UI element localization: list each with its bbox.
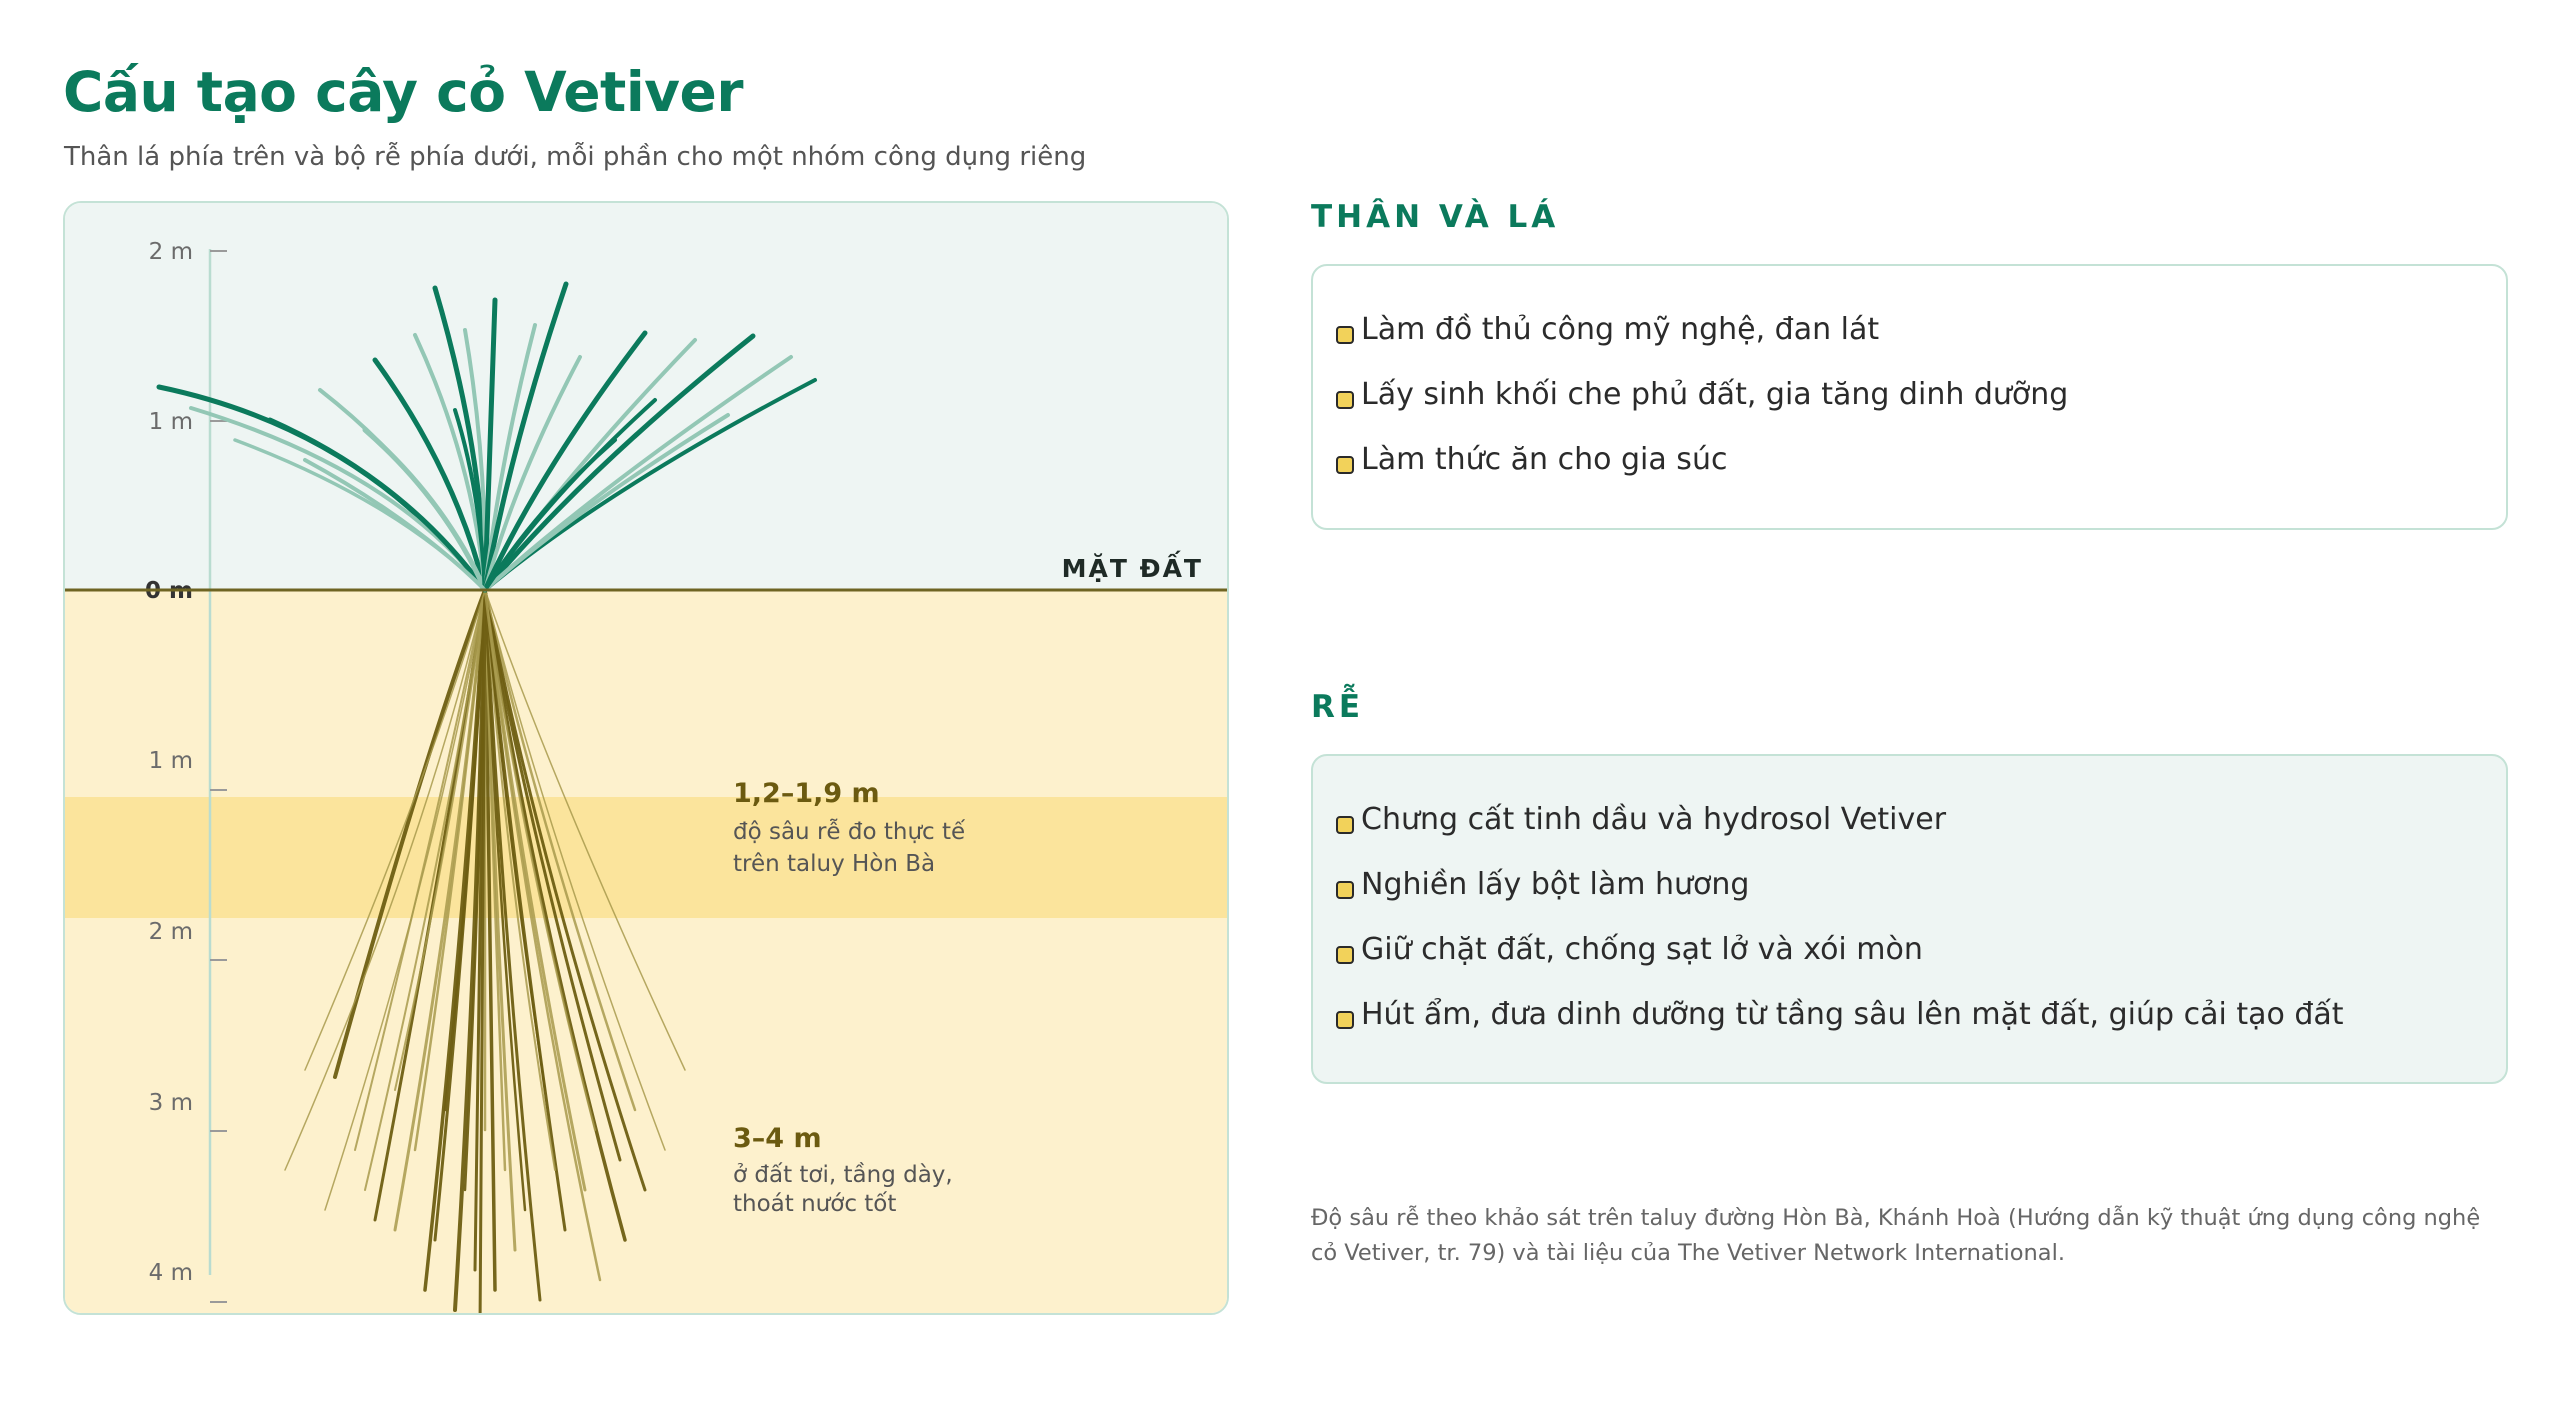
vetiver-diagram [63,201,1229,1315]
soil-area [65,590,1229,1315]
sky-area [65,203,1229,590]
axis-label: 2 m [148,919,193,945]
list-item: Nghiền lấy bột làm hương [1361,867,1749,902]
page-subtitle: Thân lá phía trên và bộ rễ phía dưới, mỗi phần cho một nhóm công dụng riêng [64,142,1087,172]
stem-uses-panel [1311,264,2508,530]
list-item: Chưng cất tinh dầu và hydrosol Vetiver [1361,802,1946,837]
deep-depth-note: thoát nước tốt [733,1191,897,1217]
bullet-icon [1336,816,1354,834]
axis-label: 4 m [148,1260,193,1286]
bullet-icon [1336,326,1354,344]
band-depth-note: trên taluy Hòn Bà [733,851,936,877]
band-depth-note: độ sâu rễ đo thực tế [733,819,966,845]
bullet-icon [1336,946,1354,964]
source-note: Độ sâu rễ theo khảo sát trên taluy đường Hòn Bà, Khánh Hoà (Hướng dẫn kỹ thuật ứng dụng công nghệ cỏ Vetiver, tr. 79) và tài liệu của The Vetiver Network International. [1311,1205,2481,1266]
page-title: Cấu tạo cây cỏ Vetiver [63,60,743,124]
axis-label: 3 m [148,1090,193,1116]
axis-label-ground: 0 m [145,578,193,604]
bullet-icon [1336,1011,1354,1029]
list-item: Hút ẩm, đưa dinh dưỡng từ tầng sâu lên mặt đất, giúp cải tạo đất [1361,997,2344,1032]
axis-label: 1 m [148,748,193,774]
deep-depth-value: 3–4 m [733,1123,822,1154]
deep-depth-note: ở đất tơi, tầng dày, [733,1162,953,1188]
root-uses-panel [1311,754,2508,1084]
list-item: Lấy sinh khối che phủ đất, gia tăng dinh dưỡng [1361,377,2068,412]
bullet-icon [1336,456,1354,474]
diagram-canvas [65,203,1229,1315]
band-depth-value: 1,2–1,9 m [733,778,880,809]
root-section-heading: RỄ [1311,689,1365,725]
list-item: Làm đồ thủ công mỹ nghệ, đan lát [1361,312,1879,347]
stem-section-heading: THÂN VÀ LÁ [1311,199,1560,235]
axis-label: 2 m [148,239,193,265]
list-item: Làm thức ăn cho gia súc [1361,442,1727,477]
measured-depth-band [65,797,1229,918]
bullet-icon [1336,881,1354,899]
ground-label: MẶT ĐẤT [1061,554,1203,583]
bullet-icon [1336,391,1354,409]
list-item: Giữ chặt đất, chống sạt lở và xói mòn [1361,932,1923,967]
axis-label: 1 m [148,409,193,435]
